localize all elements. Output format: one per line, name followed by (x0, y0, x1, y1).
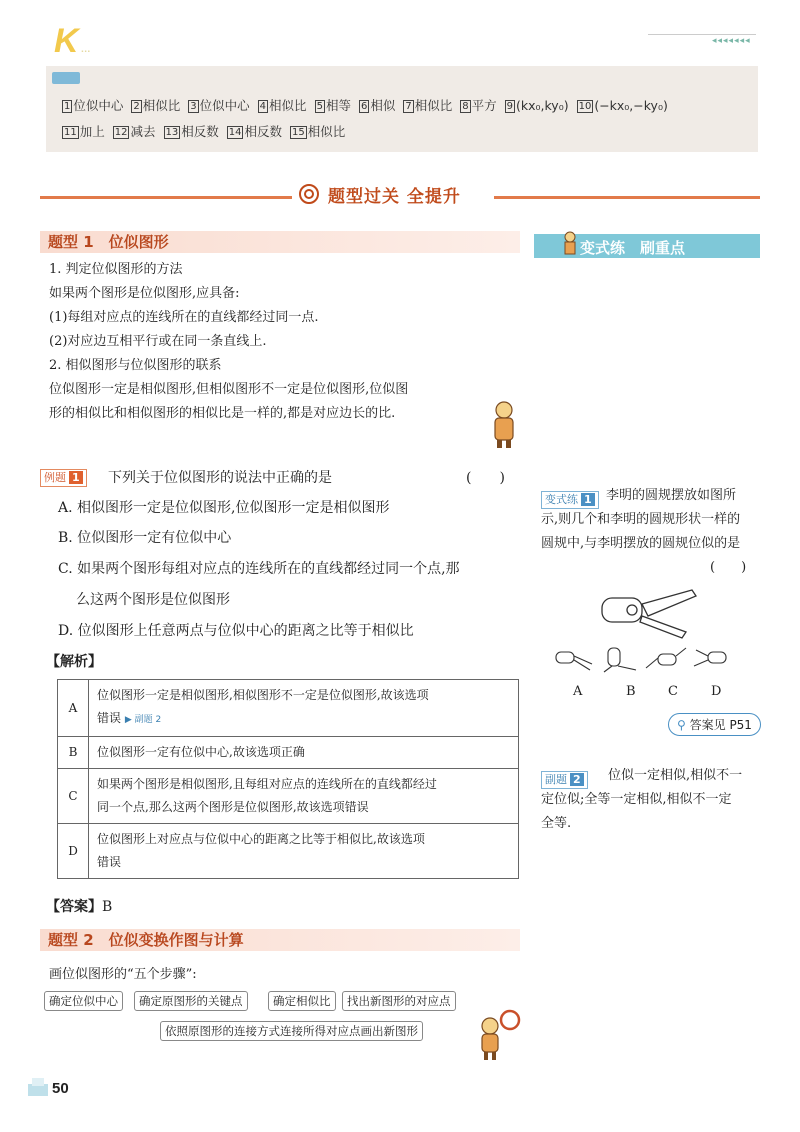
table-row-line: 位似图形上对应点与位似中心的距离之比等于相似比,故该选项 (97, 832, 425, 846)
answer-key-item (258, 98, 307, 113)
topic-1-title: 题型 1 位似图形 (48, 233, 169, 251)
table-row-key: D (58, 824, 89, 879)
option-c-continued: 么这两个图形是位似图形 (76, 592, 230, 608)
sub-tag-number: 2 (570, 773, 584, 786)
exercise-tag-label: 变式练 (545, 493, 578, 506)
answer-key-text: 相似 (370, 98, 396, 113)
answer-key-row-1 (62, 96, 676, 114)
answer-key-text: 相反数 (244, 124, 282, 139)
step-box: 确定原图形的关键点 (134, 991, 248, 1011)
example-tag-label: 例题 (44, 471, 66, 484)
section-title: 题型过关 全提升 (328, 187, 461, 207)
table-row-text (89, 680, 519, 737)
brand-logo: K … (54, 22, 91, 60)
answer-key-number: 10 (578, 101, 592, 112)
table-row-text (89, 824, 519, 879)
analysis-label: 【解析】 (46, 654, 102, 670)
answer-key-text: 相似比 (414, 98, 453, 113)
answer-key-item (315, 98, 351, 113)
answer-key-number: 13 (165, 127, 179, 138)
compass-diagram (596, 586, 706, 642)
choice-label-a: A (573, 684, 583, 699)
answer-key-number: 9 (506, 101, 513, 112)
answer-key-text: 相似比 (307, 124, 346, 139)
table-row-text (89, 737, 519, 769)
example-1-stem: 下列关于位似图形的说法中正确的是 (108, 470, 332, 486)
answer-key-text: 相似比 (269, 98, 307, 113)
header-arrows-decoration: ◂◂◂◂◂◂◂ (712, 36, 751, 46)
answer-key-number: 4 (259, 101, 267, 112)
sub-tag-label: 副题 (545, 773, 567, 786)
answer-key-number: 7 (405, 101, 412, 112)
answer-key-row-2 (62, 122, 353, 140)
answer-key-tag-icon (52, 72, 80, 84)
exercise-1-line: 示,则几个和李明的圆规形状一样的 (541, 512, 741, 527)
sub-question-line: 位似一定相似,相似不一 (608, 768, 743, 783)
topic-2-header (40, 929, 520, 951)
table-row-line: 如果两个图形是相似图形,且每组对应点的连线所在的直线都经过 (97, 777, 437, 791)
answer-key-item (113, 124, 156, 139)
answer-key-text: (kx₀,ky₀) (516, 98, 569, 113)
table-row-line: 错误 (97, 711, 122, 725)
answer-key-item (505, 98, 569, 113)
option-d: D. 位似图形上任意两点与位似中心的距离之比等于相似比 (58, 623, 414, 639)
topic-1-body (49, 258, 408, 426)
answer-key-number: 14 (228, 127, 242, 138)
example-tag-number: 1 (69, 471, 83, 484)
table-row-line: 同一个点,那么这两个图形是位似图形,故该选项错误 (97, 800, 369, 814)
sub-question-2-tag (541, 768, 588, 789)
step-box: 找出新图形的对应点 (342, 991, 456, 1011)
answer-key-text: 减去 (130, 124, 156, 139)
key-icon: ⚲ (677, 718, 686, 732)
answer-line (46, 896, 112, 916)
answer-key-number: 12 (114, 127, 128, 138)
topic-1-line: 位似图形一定是相似图形,但相似图形不一定是位似图形,位似图 (49, 382, 409, 397)
answer-key-item (188, 98, 249, 113)
answer-key-number: 5 (316, 101, 323, 112)
exercise-1-answer-paren: ( ) (710, 560, 747, 575)
answer-key-number: 8 (462, 101, 469, 112)
person-icon (560, 230, 580, 258)
step-box: 依照原图形的连接方式连接所得对应点画出新图形 (160, 1021, 423, 1041)
topic-2-title: 题型 2 位似变换作图与计算 (48, 931, 244, 949)
answer-key-item (164, 124, 219, 139)
page-number: 50 (52, 1080, 69, 1097)
answer-key-text: 加上 (79, 124, 105, 139)
table-row (58, 737, 519, 769)
swirl-icon (298, 183, 322, 205)
answer-key-item (131, 98, 180, 113)
answer-key-item (403, 98, 452, 113)
topic-1-line: (2)对应边互相平行或在同一条直线上. (49, 334, 267, 349)
cross-reference-link[interactable]: ▶ 副题 2 (124, 715, 162, 725)
topic-1-line: 如果两个图形是位似图形,应具备: (49, 286, 240, 301)
magnifier-character-icon (472, 1008, 522, 1062)
answer-key-number: 3 (190, 101, 197, 112)
table-row (58, 769, 519, 824)
practice-banner-title: 变式练 刷重点 (580, 239, 686, 257)
option-a: A. 相似图形一定是位似图形,位似图形一定是相似图形 (58, 500, 390, 516)
answer-key-number: 2 (133, 101, 140, 112)
answer-key-item (359, 98, 395, 113)
exercise-1-line: 李明的圆规摆放如图所 (606, 488, 737, 503)
exercise-1-tag (541, 488, 599, 509)
topic-1-line: 1. 判定位似图形的方法 (49, 262, 183, 277)
answer-key-number: 1 (64, 101, 71, 112)
sub-question-line: 定位似;全等一定相似,相似不一定 (541, 792, 732, 807)
topic-1-line: 2. 相似图形与位似图形的联系 (49, 358, 222, 373)
compass-choices-diagram (550, 644, 740, 674)
header-rule (648, 34, 756, 35)
answer-value: B (102, 899, 113, 915)
example-1-tag (40, 466, 87, 487)
exercise-1-line: 圆规中,与李明摆放的圆规位似的是 (541, 536, 741, 551)
answer-key-number: 6 (360, 101, 368, 112)
answer-key-item (62, 124, 105, 139)
answer-key-text: 相等 (325, 98, 351, 113)
choice-label-d: D (711, 684, 722, 699)
answer-key-text: 平方 (471, 98, 497, 113)
analysis-table (57, 679, 519, 879)
answer-key-number: 15 (292, 127, 305, 138)
answer-reference-badge[interactable] (668, 713, 761, 736)
answer-key-item (290, 124, 345, 139)
answer-key-text: (−kx₀,−ky₀) (594, 98, 668, 113)
table-row-text (89, 769, 519, 824)
section-banner-rule-right (494, 196, 760, 199)
answer-reference-label: 答案见 P51 (689, 718, 752, 732)
table-row-key: C (58, 769, 89, 824)
answer-key-item (62, 98, 123, 113)
answer-key-item (460, 98, 496, 113)
exercise-tag-number: 1 (581, 493, 595, 506)
table-row-key: B (58, 737, 89, 769)
answer-key-text: 相似比 (142, 98, 181, 113)
cartoon-character-icon (484, 398, 524, 450)
answer-key-text: 位似中心 (73, 98, 124, 113)
topic-1-line: 形的相似比和相似图形的相似比是一样的,都是对应边长的比. (49, 406, 396, 421)
table-row (58, 824, 519, 879)
choice-label-c: C (668, 684, 678, 699)
table-row (58, 680, 519, 737)
answer-key-text: 相反数 (181, 124, 219, 139)
answer-key-number: 11 (64, 127, 77, 138)
step-box: 确定相似比 (268, 991, 336, 1011)
choice-label-b: B (626, 684, 636, 699)
example-1-answer-paren: ( ) (466, 470, 505, 486)
table-row-line: 错误 (97, 855, 122, 869)
sub-question-line: 全等. (541, 816, 572, 831)
option-b: B. 位似图形一定有位似中心 (58, 530, 232, 546)
topic-2-intro: 画位似图形的“五个步骤”: (49, 967, 197, 982)
section-banner-rule-left (40, 196, 292, 199)
topic-1-header (40, 231, 520, 253)
answer-label: 【答案】 (46, 899, 102, 915)
table-row-line: 位似图形一定有位似中心,故该选项正确 (97, 745, 305, 759)
table-row-line: 位似图形一定是相似图形,相似图形不一定是位似图形,故该选项 (97, 688, 429, 702)
table-row-key: A (58, 680, 89, 737)
answer-key-text: 位似中心 (199, 98, 250, 113)
page-corner-icon (26, 1076, 50, 1098)
answer-key-item (577, 98, 668, 113)
topic-1-line: (1)每组对应点的连线所在的直线都经过同一点. (49, 310, 319, 325)
step-box: 确定位似中心 (44, 991, 123, 1011)
answer-key-item (227, 124, 282, 139)
option-c: C. 如果两个图形每组对应点的连线所在的直线都经过同一个点,那 (58, 561, 460, 577)
